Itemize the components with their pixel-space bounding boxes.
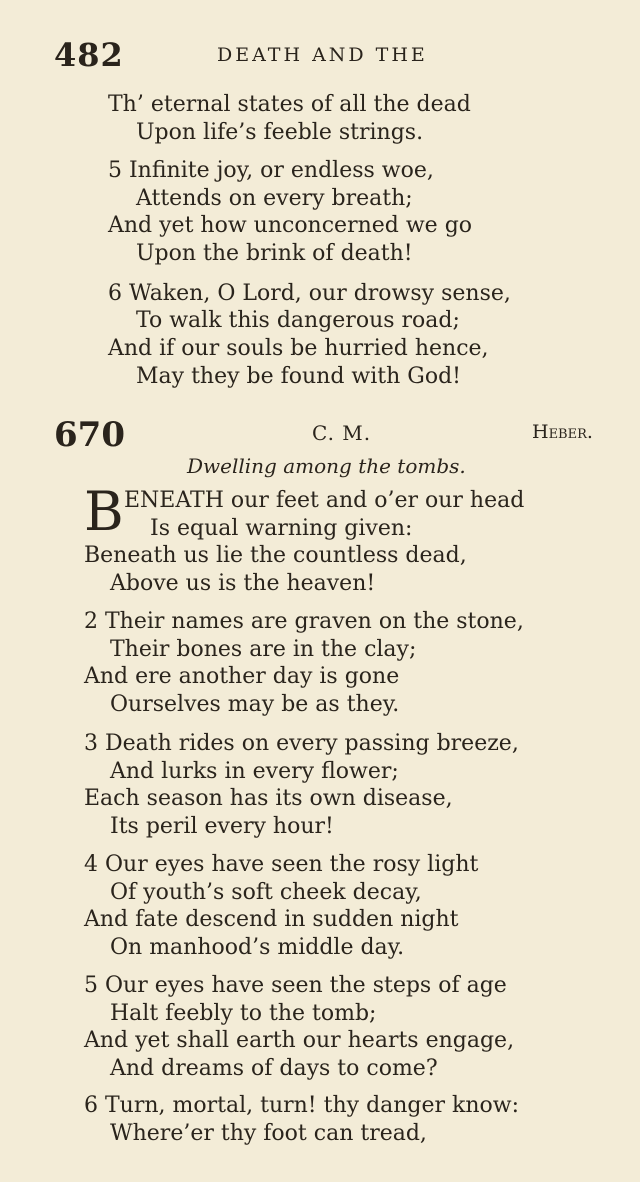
verse-line: And dreams of days to come?	[110, 1056, 438, 1081]
verse-line: Above us is the heaven!	[110, 571, 376, 596]
verse-line: Beneath us lie the countless dead,	[84, 543, 467, 568]
page-number: 482	[54, 36, 124, 74]
drop-cap: B	[84, 480, 124, 543]
verse-line: And fate descend in sudden night	[84, 907, 459, 932]
verse-line: Where’er thy foot can tread,	[110, 1121, 427, 1146]
hymn-subtitle: Dwelling among the tombs.	[187, 454, 466, 478]
verse-line: May they be found with God!	[136, 364, 462, 389]
verse-line: 6 Waken, O Lord, our drowsy sense,	[108, 281, 511, 306]
verse-line: And yet how unconcerned we go	[108, 213, 473, 238]
verse-line: And if our souls be hurried hence,	[108, 336, 489, 361]
verse-line: Attends on every breath;	[136, 186, 413, 211]
verse-line: 2 Their names are graven on the stone,	[84, 609, 524, 634]
verse-line: Halt feebly to the tomb;	[110, 1001, 377, 1026]
verse-line: Upon the brink of death!	[136, 241, 413, 266]
verse-line: Is equal warning given:	[150, 516, 413, 541]
verse-line: Its peril every hour!	[110, 814, 334, 839]
verse-line: And lurks in every flower;	[110, 759, 399, 784]
verse-line: On manhood’s middle day.	[110, 935, 405, 960]
verse-line: To walk this dangerous road;	[136, 308, 460, 333]
verse-line: 5 Infinite joy, or endless woe,	[108, 158, 434, 183]
verse-line: 4 Our eyes have seen the rosy light	[84, 852, 479, 877]
verse-line: 6 Turn, mortal, turn! thy danger know:	[84, 1093, 520, 1118]
hymn-author: Heber.	[532, 421, 593, 443]
hymn-number: 670	[54, 415, 125, 455]
verse-line: Upon life’s feeble strings.	[136, 120, 424, 145]
verse-line: Th’ eternal states of all the dead	[108, 92, 471, 117]
hymn-meter: C. M.	[312, 421, 372, 445]
verse-line: Their bones are in the clay;	[110, 637, 417, 662]
verse-line: ENEATH our feet and o’er our head	[124, 488, 525, 513]
verse-line: Ourselves may be as they.	[110, 692, 400, 717]
verse-line: 5 Our eyes have seen the steps of age	[84, 973, 507, 998]
running-head: DEATH AND THE	[217, 44, 428, 66]
verse-line: And ere another day is gone	[84, 664, 400, 689]
verse-line: Of youth’s soft cheek decay,	[110, 880, 422, 905]
verse-line: Each season has its own disease,	[84, 786, 453, 811]
verse-line: And yet shall earth our hearts engage,	[84, 1028, 515, 1053]
verse-line: 3 Death rides on every passing breeze,	[84, 731, 519, 756]
